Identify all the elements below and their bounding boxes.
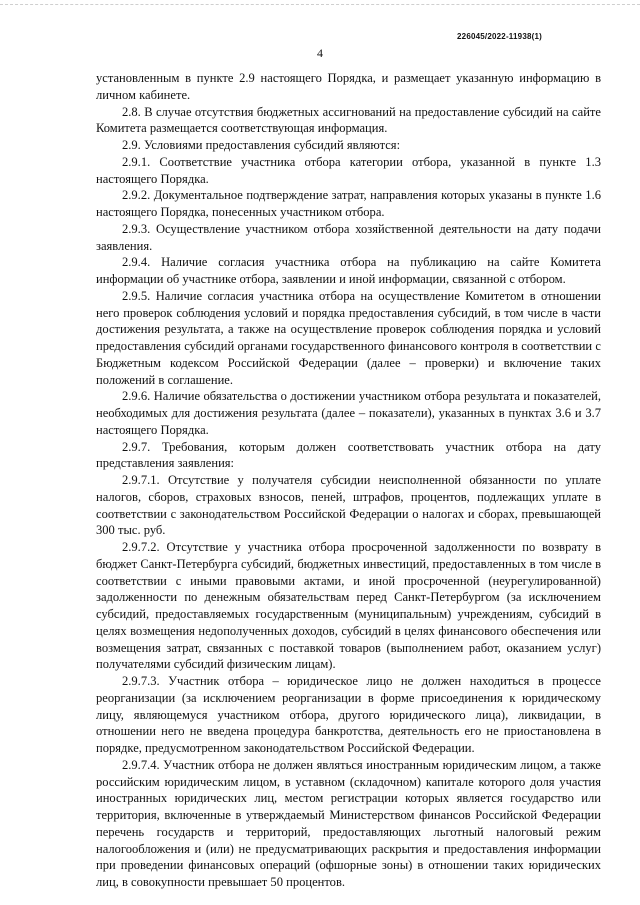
paragraph-2-9-7-1: 2.9.7.1. Отсутствие у получателя субсидии неисполненной обязанности по уплате налогов, сборов, страховых взносов, пеней, штрафов, процентов, подлежащих уплате в соответствии с законодательством Российской Федерации о налогах и сборах, превышающей 300 тыс. руб.: [96, 473, 601, 538]
paragraph-2-9-6: 2.9.6. Наличие обязательства о достижении участником отбора результата и показателей, необходимых для достижения результата (далее – показатели), указанных в пунктах 3.6 и 3.7 настоящего Порядка.: [96, 389, 601, 437]
paragraph-2-8: 2.8. В случае отсутствия бюджетных ассигнований на предоставление субсидий на сайте Комитета размещается соответствующая информация.: [96, 104, 601, 136]
paragraph-2-9-2: 2.9.2. Документальное подтверждение затрат, направления которых указаны в пункте 1.6 настоящего Порядка, понесенных участником отбора.: [96, 188, 601, 219]
paragraph-2-9-7-4: 2.9.7.4. Участник отбора не должен являться иностранным юридическим лицом, а также российским юридическим лицом, в уставном (складочном) капитале которого доля участия иностранных юридических лиц, местом регистрации которых является государство или территория, включенные в утверждаемый Министерством финансов Российской Федерации перечень государств и территорий, предоставляющих льготный налоговый режим налогообложения и (или) не предусматривающих раскрытия и предоставления информации при проведении финансовых операций (офшорные зоны) в отношении таких юридических лиц, в совокупности превышает 50 процентов.: [96, 757, 601, 889]
paragraph-2-9-1: 2.9.1. Соответствие участника отбора категории отбора, указанной в пункте 1.3 настоящего Порядка.: [96, 154, 601, 186]
paragraph-2-9-5: 2.9.5. Наличие согласия участника отбора на осуществление Комитетом в отношении него проверок соблюдения условий и порядка предоставления субсидий, в том числе в части достижения результата, а также на осуществление проверок соблюдения порядка и условий предоставления субсидий органами государственного финансового контроля в соответствии с Бюджетным кодексом Российской Федерации (далее – проверки) и включение таких положений в соглашение.: [96, 288, 601, 387]
document-registration-number: 226045/2022-11938(1): [457, 32, 542, 41]
page-number: 4: [317, 46, 323, 60]
document-body: [96, 70, 601, 891]
paragraph-2-9-7: 2.9.7. Требования, которым должен соответствовать участник отбора на дату представления заявления:: [96, 439, 601, 471]
paragraph-2-9-3: 2.9.3. Осуществление участником отбора хозяйственной деятельности на дату подачи заявления.: [96, 221, 601, 253]
paragraph-2-9-7-2: 2.9.7.2. Отсутствие у участника отбора просроченной задолженности по возврату в бюджет Санкт-Петербурга субсидий, бюджетных инвестиций, предоставленных в том числе в соответствии с иными правовыми актами, и иной просроченной (неурегулированной) задолженности по денежным обязательствам перед Санкт-Петербургом (за исключением субсидий, предоставляемых государственным (муниципальным) учреждениям, субсидий в целях возмещения недополученных доходов, субсидий в целях финансового обеспечения или возмещения затрат, связанных с поставкой товаров (выполнением работ, оказанием услуг) получателями субсидий физическим лицам).: [96, 540, 601, 672]
page-top-edge: [0, 4, 640, 5]
paragraph-2-9-4: 2.9.4. Наличие согласия участника отбора на публикацию на сайте Комитета информации об участнике отбора, заявлении и иной информации, связанной с отбором.: [96, 255, 601, 286]
paragraph-2-9: 2.9. Условиями предоставления субсидий являются:: [122, 138, 401, 152]
paragraph-continuation: установленным в пункте 2.9 настоящего Порядка, и размещает указанную информацию в личном кабинете.: [96, 71, 601, 102]
paragraph-2-9-7-3: 2.9.7.3. Участник отбора – юридическое лицо не должен находиться в процессе реорганизации (за исключением реорганизации в форме присоединения к юридическому лицу, являющемуся участником отбора, другого юридического лица), ликвидации, в отношении него не введена процедура банкротства, деятельность его не приостановлена в порядке, предусмотренном законодательством Российской Федерации.: [96, 674, 601, 755]
